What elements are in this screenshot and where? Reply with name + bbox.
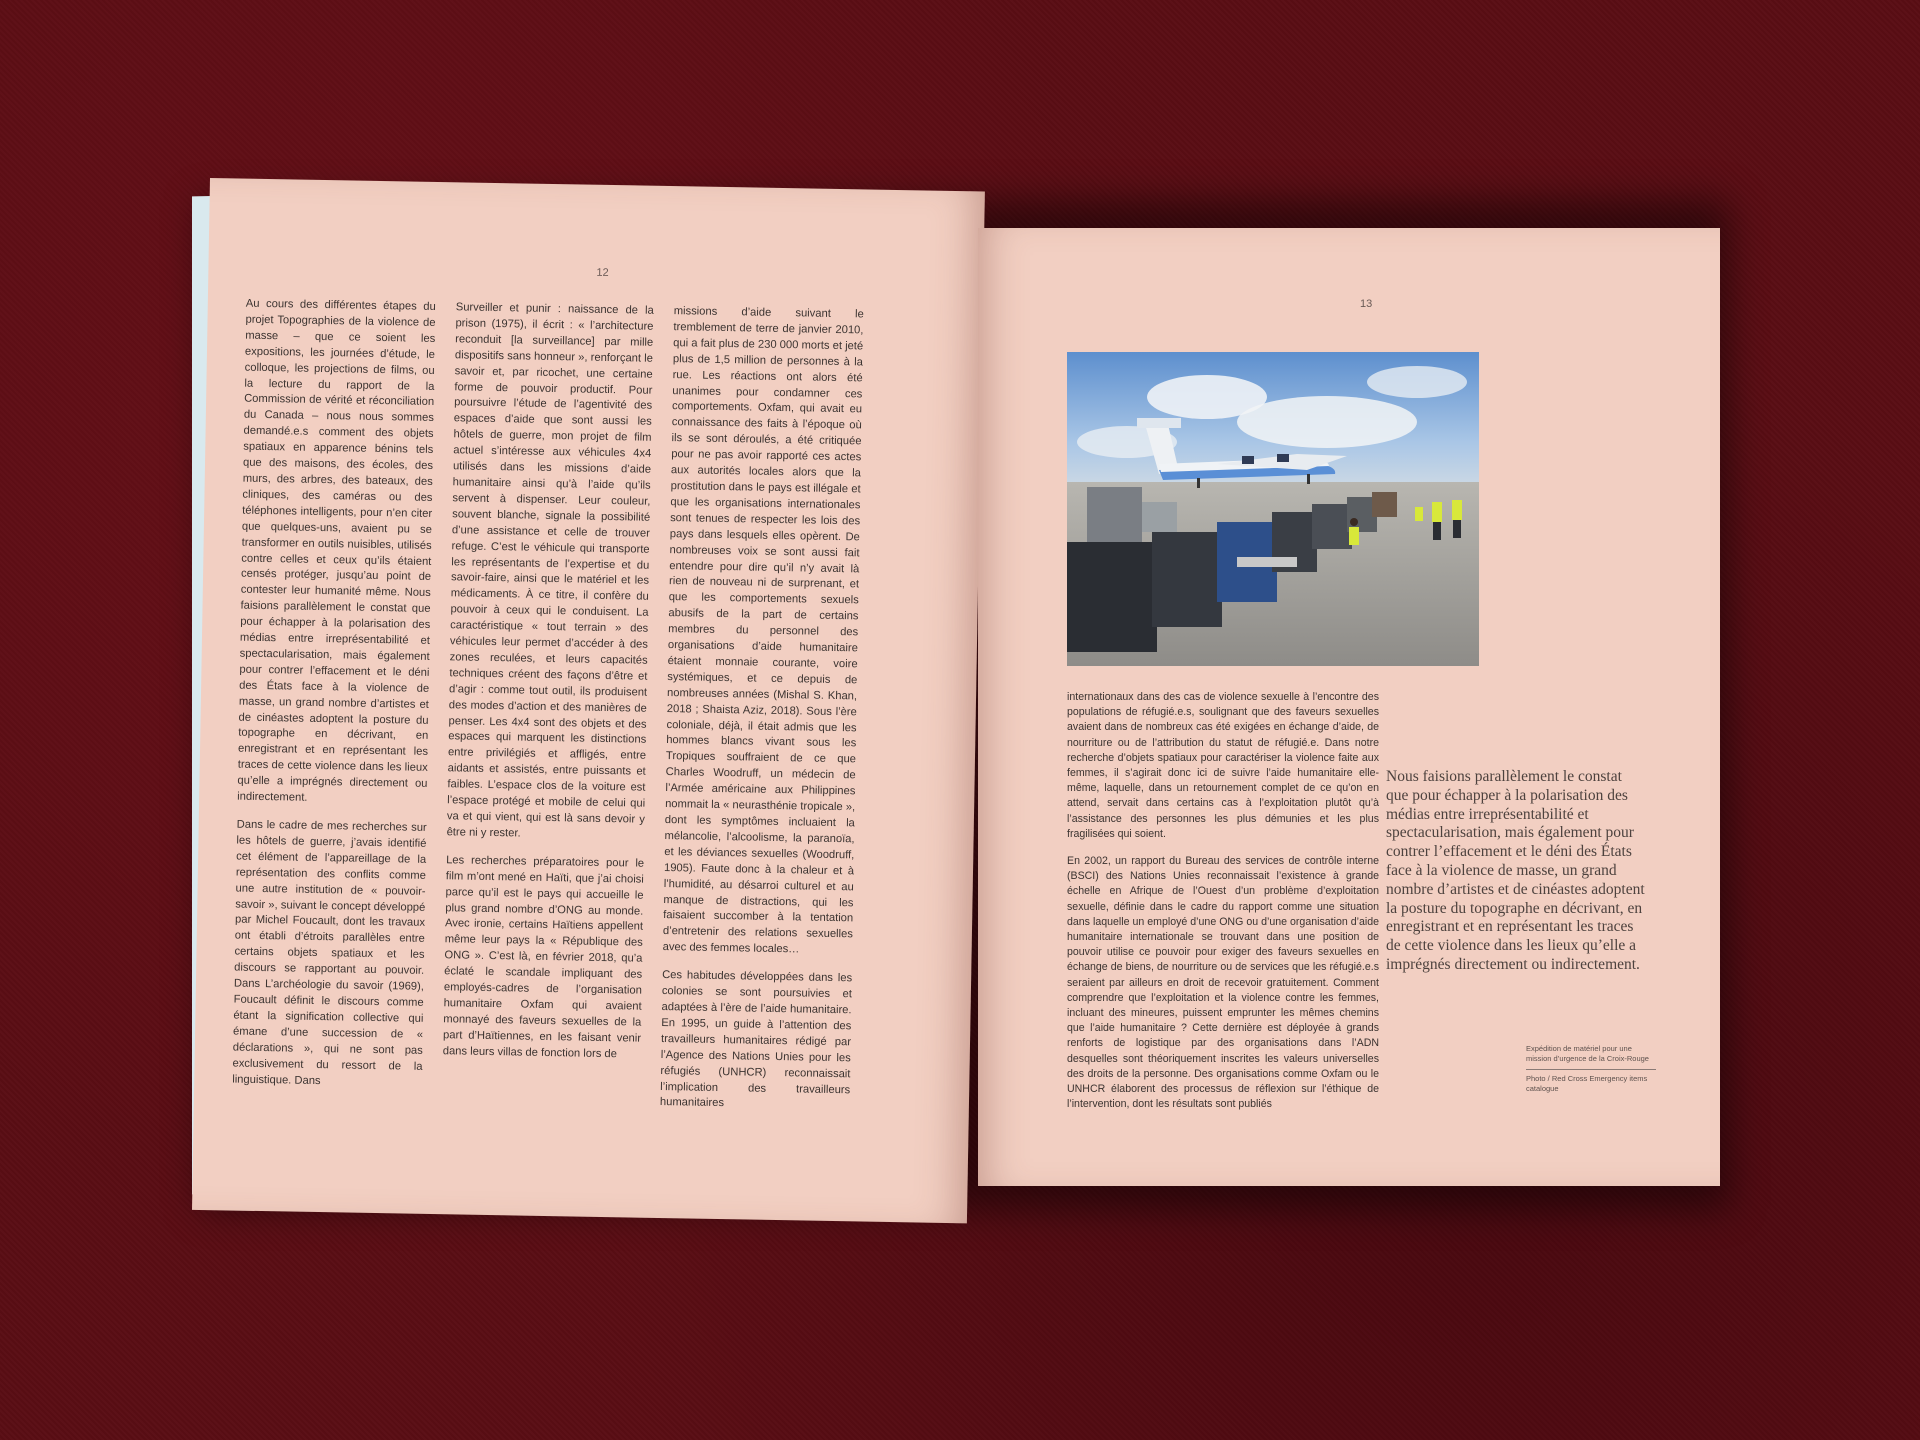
text-column-2 xyxy=(442,300,653,1075)
page-number-left: 12 xyxy=(596,266,609,279)
text-column-3 xyxy=(660,304,864,1127)
pull-quote: Nous faisions parallèlement le constat que pour échapper à la polarisation des médias entre irreprésentabilité et spectacularisation, mais également pour contrer l’effacement et le déni des États face à la violence de masse, un grand nombre d’artistes et de cinéastes adoptent la posture du topographe en décrivant, en enregistrant et en représentant les traces de cette violence dans les lieux qu’elle a imprégnés directement ou indirectement. xyxy=(1386,768,1645,973)
caption-divider xyxy=(1526,1069,1656,1070)
photo-caption xyxy=(1526,1044,1656,1094)
cargo-plane-photo xyxy=(1067,352,1479,666)
page-number-right: 13 xyxy=(1360,298,1373,310)
paragraph: missions d’aide suivant le tremblement de terre de janvier 2010, qui a fait plus de 230 000 morts et jeté plus de 1,5 million de personnes à la rue. Les réactions ont alors été unanimes pour condamner ces comportements. Oxfam, qui avait eu connaissance des faits à l’époque où ils se sont déroulés, a été critiquée pour ne pas avoir rapporté ces actes aux autorités locales alors que la prostitution dans le pays est illégale et que les organisations internationales sont tenues de respecter les lois des pays dans lesquels elles opèrent. De nombreuses voix se sont aussi fait entendre pour dire qu’il n’y avait là rien de nouveau ni de surprenant, et que les comportements sexuels abusifs de la part de certains membres du personnel des organisations d’aide humanitaire étaient monnaie courante, voire systémiques, et ce depuis de nombreuses années (Mishal S. Khan, 2018 ; Shaista Aziz, 2018). Sous l’ère coloniale, déjà, il était admis que les hommes blancs vivant sous les Tropiques souffraient de ce que Charles Woodruff, un médecin de l’Armée américaine aux Philippines nommait la « neurasthénie tropicale », dont les symptômes incluaient la mélancolie, l’alcoolisme, la paranoïa, et les déviances sexuelles (Woodruff, 1905). Faute donc à la chaleur et à l’humidité, au désarroi culturel et au manque de distractions, qui les faisaient succomber à la tentation d’entretenir des relations sexuelles avec des femmes locales… xyxy=(662,305,864,956)
caption-description: Expédition de matériel pour une mission d’urgence de la Croix-Rouge xyxy=(1526,1044,1649,1063)
paragraph: Les recherches préparatoires pour le film m’ont mené en Haïti, que j’ai choisi parce qu’il est le pays qui accueille le plus grand nombre d’ONG au monde. Avec ironie, certains Haïtiens appellent même leur pays la « République des ONG ». C’est là, en février 2018, qu’a éclaté le scandale impliquant des employés-cadres de l’organisation humanitaire Oxfam qui avaient monnayé des faveurs sexuelles de la part d’Haïtiennes, en les faisant venir dans leurs villas de fonction lors de xyxy=(442,854,645,1060)
text-column-1 xyxy=(232,297,436,1104)
paragraph: Au cours des différentes étapes du projet Topographies de la violence de masse – que ce soient les expositions, les journées d’étude, le colloque, les projections de films, ou la lecture du rapport de la Commission de vérité et réconciliation du Canada – nous nous sommes demandé.e.s comment des objets spatiaux en apparence bénins tels que des maisons, des écoles, des murs, des arbres, des bateaux, des cliniques, des caméras ou des téléphones intelligents, pour n’en citer que quelques-uns, avaient pu se transformer en outils nuisibles, utilisés contre celles et ceux qu’ils étaient censés protéger, jusqu’au point de contester leur humanité même. Nous faisions parallèlement le constat que pour échapper à la polarisation des médias entre irreprésentabilité et spectacularisation, mais également pour contrer l’effacement et le déni des États face à la violence de masse, un grand nombre d’artistes et de cinéastes adoptent la posture du topographe en décrivant, en enregistrant et en représentant les traces de cette violence dans les lieux qu’elle a imprégnés directement ou indirectement. xyxy=(237,297,436,804)
paragraph: Surveiller et punir : naissance de la prison (1975), il écrit : « l’architecture reconduit [la surveillance] par mille dispositifs sans honneur », renforçant le savoir et, par ricochet, une certaine forme de pouvoir productif. Pour poursuivre l’étude de l’agentivité des espaces d’aide que sont aussi les hôtels de guerre, mon projet de film actuel s’intéresse aux véhicules 4x4 utilisés dans les missions d’aide humanitaire ainsi qu’à l’aide qu’ils servent à dispenser. Leur couleur, souvent blanche, signale la possibilité d’une assistance et celle de trouver refuge. C’est le véhicule qui transporte les représentants de l’expertise et du savoir-faire, ainsi que le matériel et les médicaments. À ce titre, il confère du pouvoir à ceux qui le conduisent. La caractéristique « tout terrain » des véhicules leur permet d’accéder à des zones reculées, et leurs capacités techniques créent des façons d’être et d’agir : comme tout outil, ils produisent des modes d’action et des manières de penser. Les 4x4 sont des objets et des espaces qui marquent les distinctions entre privilégiés et affligés, entre aidants et assistés, entre puissants et faibles. L’espace clos de la voiture est l’espace protégé et mobile de celui qui va et qui vient, qui est là sans devoir y être ni y rester. xyxy=(446,301,654,840)
paragraph: Dans le cadre de mes recherches sur les hôtels de guerre, j’avais identifié cet élément de l’appareillage de la représentation des conflits comme une autre institution de « pouvoir-savoir », suivant le concept développé par Michel Foucault, dont les travaux ont établi d’étroits parallèles entre certains objets spatiaux et les discours se rapportant au pouvoir. Dans L’archéologie du savoir (1969), Foucault définit le discours comme étant la signification collective qui émane d’une succession de « déclarations », qui ne sont pas exclusivement du ressort de la linguistique. Dans xyxy=(232,818,427,1087)
text-block-right xyxy=(1067,690,1379,1124)
left-page xyxy=(192,178,985,1223)
caption-credit: Photo / Red Cross Emergency items catalogue xyxy=(1526,1074,1648,1093)
paragraph: internationaux dans des cas de violence sexuelle à l’encontre des populations de réfugié.e.s, soulignant que des faveurs sexuelles avaient dans de nombreux cas été exigées en échange d’aide, de nourriture ou de l’attribution du statut de réfugié.e. Dans notre recherche d’objets spatiaux pour caractériser la violence faite aux femmes, il s’agirait donc ici de suivre l’aide humanitaire elle-même, laquelle, dans un retournement complet de ce qu’on en attend, servait dans certains cas à l’exploitation plutôt qu’à l’assistance des personnes les plus démunies et les plus fragilisées qui soient. xyxy=(1067,691,1379,840)
paragraph: Ces habitudes développées dans les colonies se sont poursuivies et adaptées à l’ère de l’aide humanitaire. En 1995, un guide à l’attention des travailleurs humanitaires rédigé par l’Agence des Nations Unies pour les réfugiés (UNHCR) reconnaissait l’implication des travailleurs humanitaires xyxy=(659,969,853,1110)
paragraph: En 2002, un rapport du Bureau des services de contrôle interne (BSCI) des Nations Unies reconnaissait l’existence à grande échelle en Afrique de l’Ouest d’un problème d’exploitation sexuelle, définie dans le cadre du rapport comme une situation dans laquelle un employé d’une ONG ou d’une organisation d’aide humanitaire internationale se trouvant dans une position de pouvoir utilise ce pouvoir pour exiger des faveurs sexuelles en échange de biens, de nourriture ou de services que les réfugié.e.s seraient par ailleurs en droit de recevoir gratuitement. Comment comprendre que l’exploitation et la violence contre les femmes, incluant des mineures, puissent emprunter les mêmes chemins que l’aide humanitaire ? Cette dernière est déployée à grands renforts de logistique par des organisations dans l’ADN desquelles sont théoriquement inscrites les valeurs universelles des droits de la personne. Des organisations comme Oxfam ou le UNHCR élaborent des processus de réflexion sur l’éthique de l’intervention, dont les résultats sont publiés xyxy=(1067,855,1379,1111)
right-page xyxy=(978,228,1720,1186)
